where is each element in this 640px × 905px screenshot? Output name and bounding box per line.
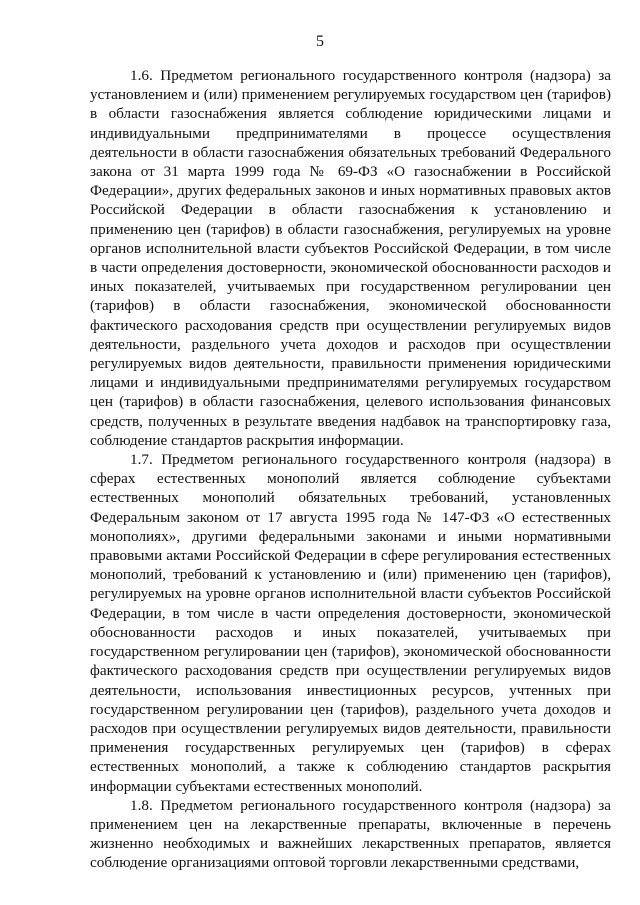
- paragraph-1-7: 1.7. Предметом регионального государственного контроля (надзора) в сферах естественных монополий является соблюдение субъектами естественных монополий обязательных требований, установленных Федеральным законом от 17 августа 1995 года № 147-ФЗ «О естественных монополиях», другими федеральными законами и иными нормативными правовыми актами Российской Федерации в сфере регулирования естественных монополий, требований к установлению и (или) применению цен (тарифов), регулируемых на уровне органов исполнительной власти субъектов Российской Федерации, в том числе в части определения достоверности, экономической обоснованности расходов и иных показателей, учитываемых при государственном регулировании цен (тарифов), экономической обоснованности фактического расходования средств при осуществлении регулируемых видов деятельности, использования инвестиционных ресурсов, учтенных при государственном регулировании цен (тарифов), раздельного учета доходов и расходов при осуществлении регулируемых видов деятельности, правильности применения государственных регулируемых цен (тарифов) в сферах естественных монополий, а также к соблюдению стандартов раскрытия информации субъектами естественных монополий.: [90, 451, 611, 795]
- paragraph-1-6: 1.6. Предметом регионального государственного контроля (надзора) за установлением и (или) применением регулируемых государством цен (тарифов) в области газоснабжения является соблюдение юридическими лицами и индивидуальными предпринимателями в процессе осуществления деятельности в области газоснабжения обязательных требований Федерального закона от 31 марта 1999 года № 69-ФЗ «О газоснабжении в Российской Федерации», других федеральных законов и иных нормативных правовых актов Российской Федерации в области газоснабжения к установлению и применению цен (тарифов) в области газоснабжения, регулируемых на уровне органов исполнительной власти субъектов Российской Федерации, в том числе в части определения достоверности, экономической обоснованности расходов и иных показателей, учитываемых при государственном регулировании цен (тарифов) в области газоснабжения, экономической обоснованности фактического расходования средств при осуществлении регулируемых видов деятельности, раздельного учета доходов и расходов при осуществлении регулируемых видов деятельности, правильности применения юридическими лицами и индивидуальными предпринимателями регулируемых государством цен (тарифов) в области газоснабжения, целевого использования финансовых средств, полученных в результате введения надбавок на транспортировку газа, соблюдение стандартов раскрытия информации.: [90, 67, 611, 449]
- paragraph-1-8: 1.8. Предметом регионального государственного контроля (надзора) за применением цен на лекарственные препараты, включенные в перечень жизненно необходимых и важнейших лекарственных препаратов, является соблюдение организациями оптовой торговли лекарственными средствами,: [90, 796, 611, 872]
- document-body: [90, 66, 611, 873]
- page-number: 5: [316, 33, 324, 50]
